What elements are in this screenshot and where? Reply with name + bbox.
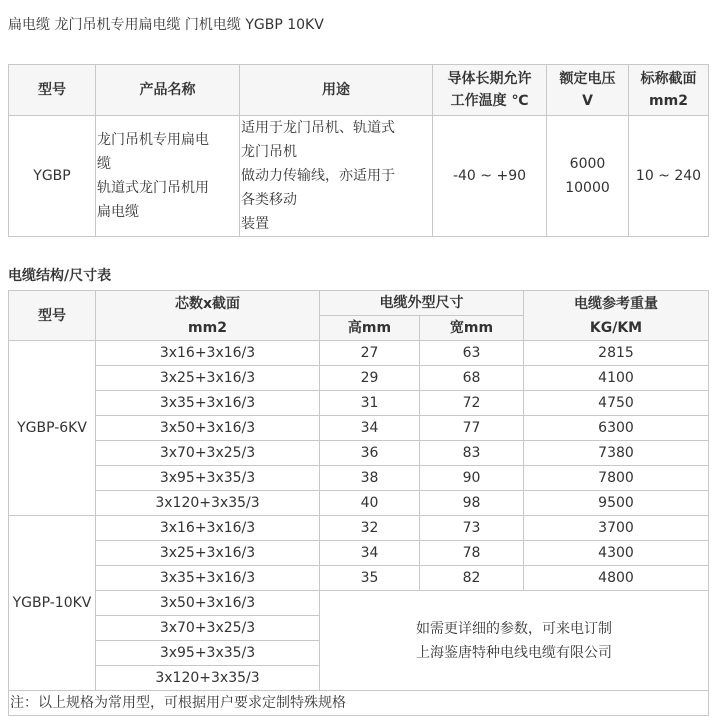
group-model: YGBP-10KV	[9, 516, 96, 691]
cell-weight: 4300	[524, 541, 709, 566]
cell-cores: 3x120+3x35/3	[96, 666, 320, 691]
cell-weight: 7380	[524, 441, 709, 466]
cell-weight: 4800	[524, 566, 709, 591]
table-row	[9, 591, 709, 616]
cell-cores: 3x70+3x25/3	[96, 441, 320, 466]
cell-weight: 6300	[524, 416, 709, 441]
cell-cores: 3x50+3x16/3	[96, 416, 320, 441]
header-weight-line: KG/KM	[589, 319, 643, 336]
product-name-line: 龙门吊机专用扁电	[97, 132, 209, 148]
cell-width: 83	[420, 441, 524, 466]
cell-height: 36	[320, 441, 420, 466]
cell-weight: 3700	[524, 516, 709, 541]
product-usage-line: 各类移动	[241, 192, 297, 208]
cell-width: 77	[420, 416, 524, 441]
product-header-row	[9, 65, 709, 116]
cell-height: 29	[320, 366, 420, 391]
product-usage-line: 装置	[241, 216, 269, 232]
page-title: 扁电缆 龙门吊机专用扁电缆 门机电缆 YGBP 10KV	[8, 17, 324, 33]
header-voltage	[547, 65, 629, 116]
header-height: 高mm	[320, 316, 420, 341]
table-row	[9, 466, 709, 491]
header-model: 型号	[9, 65, 96, 116]
product-name-line: 缆	[97, 156, 111, 172]
cell-cores: 3x70+3x25/3	[96, 616, 320, 641]
product-name	[96, 116, 240, 237]
header-weight	[524, 291, 709, 341]
cell-weight: 4750	[524, 391, 709, 416]
product-table	[8, 64, 709, 237]
table-row	[9, 366, 709, 391]
group-model: YGBP-6KV	[9, 341, 96, 516]
structure-header-row	[9, 291, 709, 316]
cell-cores: 3x95+3x35/3	[96, 641, 320, 666]
cell-width: 68	[420, 366, 524, 391]
table-row	[9, 341, 709, 366]
cell-width: 98	[420, 491, 524, 516]
product-voltage-line: 10000	[565, 180, 610, 196]
cell-weight: 7800	[524, 466, 709, 491]
header-product-name: 产品名称	[96, 65, 240, 116]
product-temperature: -40 ~ +90	[433, 116, 547, 237]
cell-height: 34	[320, 416, 420, 441]
header-cores	[96, 291, 320, 341]
cell-cores: 3x35+3x16/3	[96, 391, 320, 416]
cell-width: 78	[420, 541, 524, 566]
header-voltage-line: V	[582, 93, 593, 109]
header-section-line: mm2	[649, 93, 688, 109]
cell-weight: 9500	[524, 491, 709, 516]
table-row	[9, 516, 709, 541]
product-usage	[240, 116, 433, 237]
cell-height: 40	[320, 491, 420, 516]
note: 注：以上规格为常用型，可根据用户要求定制特殊规格	[9, 691, 709, 716]
header-cores-line: mm2	[188, 319, 227, 336]
cell-width: 82	[420, 566, 524, 591]
cell-width: 90	[420, 466, 524, 491]
cell-cores: 3x95+3x35/3	[96, 466, 320, 491]
header-voltage-line: 额定电压	[559, 71, 616, 87]
contact-info	[320, 591, 709, 691]
header-section-line: 标称截面	[640, 71, 697, 87]
header-temperature-line: 工作温度 ℃	[450, 93, 529, 109]
cell-cores: 3x25+3x16/3	[96, 541, 320, 566]
product-name-line: 扁电缆	[97, 204, 139, 220]
header-weight-line: 电缆参考重量	[574, 295, 658, 312]
table-row	[9, 416, 709, 441]
cell-width: 63	[420, 341, 524, 366]
cell-cores: 3x50+3x16/3	[96, 591, 320, 616]
table-row	[9, 391, 709, 416]
header-structure-model: 型号	[9, 291, 96, 341]
table-row	[9, 541, 709, 566]
product-row	[9, 116, 709, 237]
product-voltage	[547, 116, 629, 237]
table-row	[9, 441, 709, 466]
note-row	[9, 691, 709, 716]
structure-table	[8, 290, 709, 716]
header-temperature-line: 导体长期允许	[447, 71, 532, 87]
structure-section-title: 电缆结构/尺寸表	[8, 268, 112, 284]
cell-cores: 3x16+3x16/3	[96, 516, 320, 541]
header-cores-line: 芯数x截面	[174, 295, 241, 312]
product-section: 10 ~ 240	[629, 116, 709, 237]
product-model: YGBP	[9, 116, 96, 237]
header-section	[629, 65, 709, 116]
table-row	[9, 566, 709, 591]
cell-height: 27	[320, 341, 420, 366]
cell-cores: 3x25+3x16/3	[96, 366, 320, 391]
cell-width: 72	[420, 391, 524, 416]
cell-weight: 2815	[524, 341, 709, 366]
cell-cores: 3x35+3x16/3	[96, 566, 320, 591]
product-usage-line: 做动力传输线，亦适用于	[241, 168, 395, 184]
header-usage: 用途	[240, 65, 433, 116]
cell-height: 32	[320, 516, 420, 541]
contact-line: 如需更详细的参数，可来电订制	[416, 620, 612, 637]
cell-height: 38	[320, 466, 420, 491]
cell-width: 73	[420, 516, 524, 541]
product-voltage-line: 6000	[569, 156, 606, 172]
structure-body	[9, 341, 709, 691]
cell-height: 31	[320, 391, 420, 416]
cell-weight: 4100	[524, 366, 709, 391]
cell-cores: 3x120+3x35/3	[96, 491, 320, 516]
cell-cores: 3x16+3x16/3	[96, 341, 320, 366]
header-size: 电缆外型尺寸	[320, 291, 524, 316]
cell-height: 35	[320, 566, 420, 591]
table-row	[9, 491, 709, 516]
contact-line: 上海鉴唐特种电线电缆有限公司	[416, 644, 612, 661]
header-width: 宽mm	[420, 316, 524, 341]
product-name-line: 轨道式龙门吊机用	[97, 180, 209, 196]
product-usage-line: 龙门吊机	[241, 144, 297, 160]
cell-height: 34	[320, 541, 420, 566]
product-usage-line: 适用于龙门吊机、轨道式	[241, 120, 395, 136]
header-temperature	[433, 65, 547, 116]
